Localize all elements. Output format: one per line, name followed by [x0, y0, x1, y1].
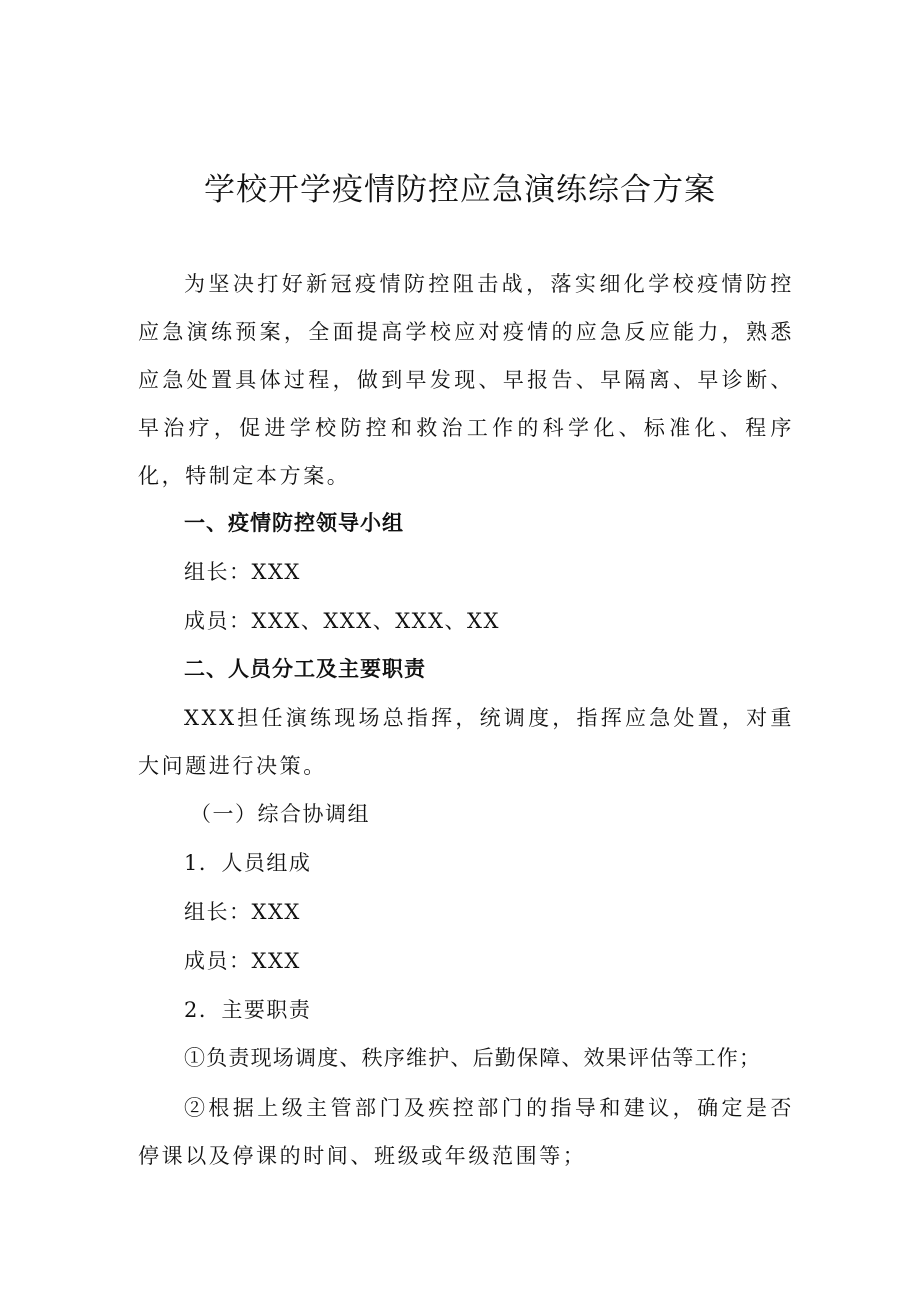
- section-2-heading: 二、人员分工及主要职责: [184, 657, 426, 681]
- intro-paragraph: 为坚决打好新冠疫情防控阻击战，落实细化学校疫情防控应急演练预案，全面提高学校应对疫情的应急反应能力，熟悉应急处置具体过程，做到早发现、早报告、早隔离、早诊断、早治疗，促进学校防控和救治工作的科学化、标准化、程序化，特制定本方案。: [138, 272, 794, 488]
- group-1-composition-heading: 1．人员组成: [184, 851, 312, 875]
- section-1-members: 成员：XXX、XXX、XXX、XX: [184, 609, 500, 633]
- section-1-heading: 一、疫情防控领导小组: [184, 511, 404, 535]
- document-title: 学校开学疫情防控应急演练综合方案: [204, 172, 716, 208]
- group-1-leader: 组长：XXX: [184, 900, 301, 924]
- group-1-heading: （一）综合协调组: [190, 802, 370, 826]
- section-1-leader: 组长：XXX: [184, 560, 301, 584]
- group-1-duty-1: ①负责现场调度、秩序维护、后勤保障、效果评估等工作；: [184, 1046, 762, 1070]
- group-1-members: 成员：XXX: [184, 949, 301, 973]
- group-1-duty-2: ②根据上级主管部门及疾控部门的指导和建议，确定是否停课以及停课的时间、班级或年级范围等；: [138, 1096, 794, 1168]
- commander-paragraph: XXX担任演练现场总指挥，统调度，指挥应急处置，对重大问题进行决策。: [138, 706, 794, 778]
- group-1-duties-heading: 2．主要职责: [184, 998, 312, 1022]
